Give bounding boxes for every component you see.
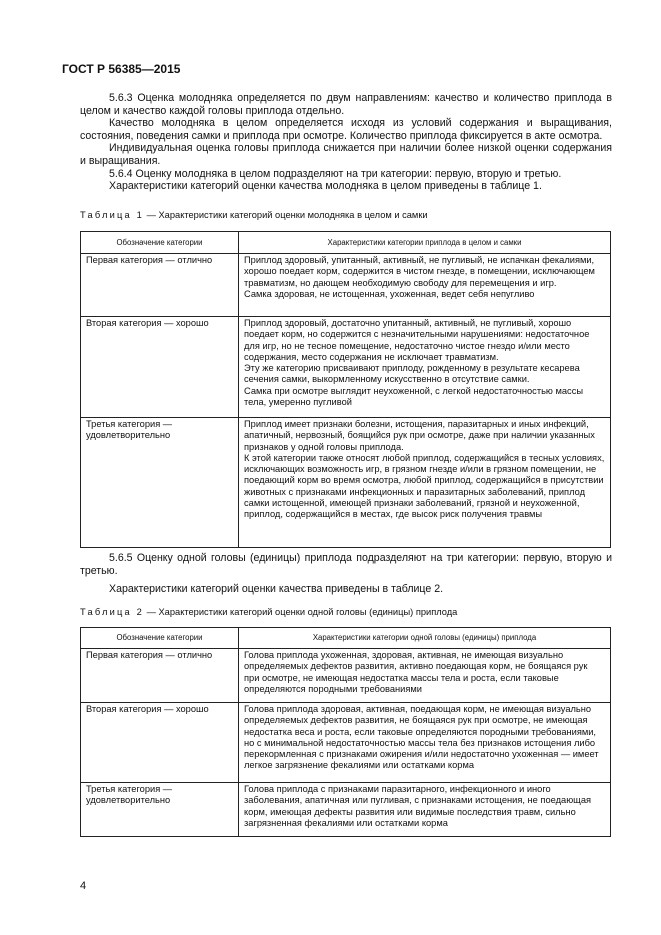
paragraph: 5.6.5 Оценку одной головы (единицы) приплода подразделяют на три категории: первую, вторую и третью.: [80, 552, 612, 577]
table2-caption-text: — Характеристики категорий оценки одной головы (единицы) приплода: [144, 607, 458, 617]
table-row: [81, 317, 611, 418]
table1-caption-label: Таблица 1: [80, 210, 145, 220]
description-line: Приплод здоровый, достаточно упитанный, активный, не пугливый, хорошо поедает корм, но содержится с незначительными нарушениями: недостаточное для игр, но не тесное помещение, недостаточно чистое гнездо и/или место содержания, место содержания не исключает травматизм. Эту же категорию присваивают приплоду, рожденному в результате кесарева сечения самки, выкормленному искусственно в отсутствие самки. Самка при осмотре выглядит неухоженной, с легкой недостаточностью массы тела, умеренно пугливой: [244, 318, 590, 408]
table2: [80, 627, 611, 837]
table-header-row: [81, 628, 611, 649]
paragraph: Характеристики категорий оценки качества приведены в таблице 2.: [109, 583, 444, 596]
table-header-row: [81, 232, 611, 254]
table1: [80, 231, 611, 548]
description-line: Приплод здоровый, упитанный, активный, не пугливый, не испачкан фекалиями, хорошо поедает корм, содержится в чистом гнезде, в помещении, исключающем травматизм, но дающем необходимую свободу для перемещения и игр. Самка здоровая, не истощенная, ухоженная, ведет себя непугливо: [244, 255, 595, 299]
paragraph: 5.6.3 Оценка молодняка определяется по двум направлениям: качество и количество приплода в целом и качество каждой головы приплода отдельно.: [80, 92, 612, 117]
description-cell: [239, 317, 611, 418]
category-cell: Третья категория — удовлетворительно: [81, 783, 239, 837]
category-cell: Первая категория — отлично: [81, 649, 239, 703]
category-cell: Третья категория — удовлетворительно: [81, 418, 239, 548]
table-header-cell: Характеристики категории одной головы (единицы) приплода: [239, 628, 611, 649]
table-row: [81, 418, 611, 548]
description-cell: Голова приплода ухоженная, здоровая, активная, не имеющая визуально определяемых дефектов развития, активно поедающая корм, не боящаяся рук при осмотре, не имеющая недостатка массы тела и роста, если таковые определяются породными требованиями: [239, 649, 611, 703]
table-row: [81, 703, 611, 783]
table-header-cell: Обозначение категории: [81, 628, 239, 649]
description-line: Приплод имеет признаки болезни, истощения, паразитарных и иных инфекций, апатичный, нервозный, боящийся рук при осмотре, даже при наличии указанных признаков у одной головы приплода. К этой категории также относят любой приплод, содержащийся в тесных условиях, исключающих возможность игр, в грязном гнезде и/или в грязном помещении, не поедающий корм во время осмотра, любой приплод, содержащийся в присутствии животных с признаками инфекционных и паразитарных заболеваний, приплод самки истощенной, имеющей признаки заболеваний, грязной и неухоженной, приплод, содержащийся в местах, где высок риск получения травмы: [244, 419, 605, 520]
table1-caption: [80, 210, 428, 220]
table-header-cell: Характеристики категории приплода в целом и самки: [239, 232, 611, 254]
paragraph: Характеристики категорий оценки качества молодняка в целом приведены в таблице 1.: [109, 180, 542, 193]
table2-caption-label: Таблица 2: [80, 607, 145, 617]
table2-caption: [80, 607, 457, 617]
paragraph: Индивидуальная оценка головы приплода снижается при наличии более низкой оценки содержания и выращивания.: [80, 142, 612, 167]
category-cell: Вторая категория — хорошо: [81, 317, 239, 418]
table1-caption-text: — Характеристики категорий оценки молодняка в целом и самки: [144, 210, 428, 220]
description-cell: [239, 418, 611, 548]
description-cell: Голова приплода с признаками паразитарного, инфекционного и иного заболевания, апатичная или пугливая, с признаками истощения, не поедающая корм, имеющая дефекты развития или видимые последствия травм, сильно загрязненная фекалиями или остатками корма: [239, 783, 611, 837]
intro-text: [80, 92, 612, 193]
category-cell: Первая категория — отлично: [81, 254, 239, 317]
page-header: ГОСТ Р 56385—2015: [62, 62, 181, 76]
paragraph: Качество молодняка в целом определяется исходя из условий содержания и выращивания, состояния, поведения самки и приплода при осмотре. Количество приплода фиксируется в акте осмотра.: [80, 117, 612, 142]
paragraph: 5.6.4 Оценку молодняка в целом подразделяют на три категории: первую, вторую и третью.: [109, 167, 562, 180]
category-cell: Вторая категория — хорошо: [81, 703, 239, 783]
table-row: [81, 254, 611, 317]
table-row: [81, 783, 611, 837]
table-header-cell: Обозначение категории: [81, 232, 239, 254]
mid-text: [80, 552, 612, 596]
table-row: [81, 649, 611, 703]
page-number: 4: [80, 880, 87, 892]
description-cell: [239, 254, 611, 317]
description-cell: Голова приплода здоровая, активная, поедающая корм, не имеющая визуально определяемых дефектов развития, не боящаяся рук при осмотре, не имеющая недостатка веса и роста, если таковые определяются породными требованиями, но с минимальной недостаточностью массы тела без признаков истощения либо перекормленная с признаками ожирения и/или недостаточно ухоженная — имеет легкое загрязнение фекалиями или остатками корма: [239, 703, 611, 783]
